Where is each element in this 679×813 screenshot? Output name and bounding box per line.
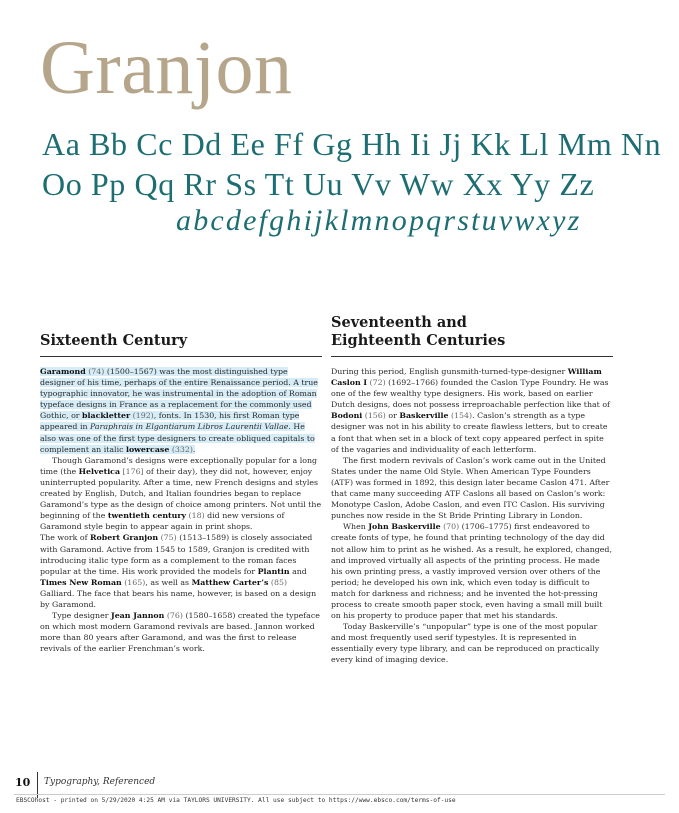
highlighted-text: Garamond (74) (1500–1567) was the most distinguished type designer of his time, perhaps of the entire Renaissance period. A true typographic innovator, he was instrumental in the adoption of Roman typeface designs in France as a replacement for the commonly used Gothic, or blackletter (192), fonts. In 1530, his first Roman type appeared in Paraphrais in Elgantiarum Libros Laurentii Vallae. He also was one of the first type designers to create obliqued capitals to complement an italic lowercase (332). [40, 367, 318, 454]
section-heading-sixteenth-century: Sixteenth Century [40, 332, 322, 357]
paragraph-john-baskerville: When John Baskerville (70) (1706–1775) first endeavored to create fonts of type, he found that printing technology of the day did not allow him to print as he wished. As a result, he explored, changed, and improved virtually all aspects of the printing process. He made his own printing press, a vastly improved version over others of the period; he developed his own ink, which even today is difficult to match for darkness and richness; and he invented the hot-pressing process to create smooth paper stock, even having a small mill built on his property to produce paper that met his standards. [331, 522, 612, 621]
right-column [331, 300, 613, 666]
alphabet-specimen-italic-lowercase: abcdefghijklmnopqrstuvwxyz [176, 204, 582, 237]
paragraph-robert-granjon: The work of Robert Granjon (75) (1513–1589) is closely associated with Garamond. Active from 1545 to 1589, Granjon is credited with introducing italic type form as a complement to the roman faces popular at the time. His work provided the models for Plantin and Times New Roman (165), as well as Matthew Carter’s (85) Galliard. The face that bears his name, however, is based on a design by Garamond. [40, 533, 317, 609]
book-title: Typography, Referenced [44, 777, 156, 787]
page-title: Granjon [40, 26, 293, 110]
left-column [40, 300, 322, 654]
paragraph-garamond [40, 366, 322, 455]
paragraph-william-caslon: During this period, English gunsmith-turned-type-designer William Caslon I (72) (1692–1766) founded the Caslon Type Foundry. He was one of the few wealthy type designers. His work, based on earlier Dutch designs, does not possess irreproachable perfection like that of Bodoni (156) or Baskerville (154). Caslon’s strength as a type designer was not in his ability to create flawless letters, but to create a font that when set in a block of text copy appeared perfect in spite of the vagaries and individuality of each letterform. [331, 367, 610, 454]
alphabet-specimen-uppercase-line-2: Oo Pp Qq Rr Ss Tt Uu Vv Ww Xx Yy Zz [42, 166, 595, 202]
left-body-text [40, 366, 322, 654]
section-heading-seventeenth-eighteenth-centuries: Seventeenth and Eighteenth Centuries [331, 314, 613, 357]
footer-separator [14, 794, 665, 795]
page-number: 10 [15, 776, 31, 789]
alphabet-specimen-uppercase-line-1: Aa Bb Cc Dd Ee Ff Gg Hh Ii Jj Kk Ll Mm Nn [42, 126, 662, 162]
paragraph-jean-jannon: Type designer Jean Jannon (76) (1580–1658) created the typeface on which most modern Garamond revivals are based. Jannon worked more than 80 years after Garamond, and was the first to release revivals of the earlier Frenchman’s work. [40, 611, 320, 654]
paragraph-caslon-revivals: The first modern revivals of Caslon’s work came out in the United States under the name Old Style. When American Type Founders (ATF) was formed in 1892, this design later became Caslon 471. After that came many succeeding ATF Caslons all based on Caslon’s work: Monotype Caslon, Adobe Caslon, and even ITC Caslon. His surviving punches now reside in the St Bride Printing Library in London. [331, 455, 610, 521]
right-body-text [331, 366, 613, 666]
paragraph-baskerville-today: Today Baskerville’s “unpopular” type is one of the most popular and most frequently used serif typestyles. It is represented in essentially every type library, and can be reproduced on practically every kind of imaging device. [331, 622, 600, 665]
paragraph-garamond-popularity: Though Garamond’s designs were exceptionally popular for a long time (the Helvetica [176] of their day), they did not, however, enjoy uninterrupted popularity. After a time, new French designs and styles created by English, Dutch, and Italian foundries began to replace Garamond’s type as the design of choice among printers. Not until the beginning of the twentieth century (18) did new versions of Garamond style begin to appear again in print shops. [40, 455, 322, 532]
ebsco-print-notice: EBSCOhost - printed on 5/29/2020 4:25 AM via TAYLORS UNIVERSITY. All use subject to https://www.ebsco.com/terms-of-use [16, 797, 456, 804]
